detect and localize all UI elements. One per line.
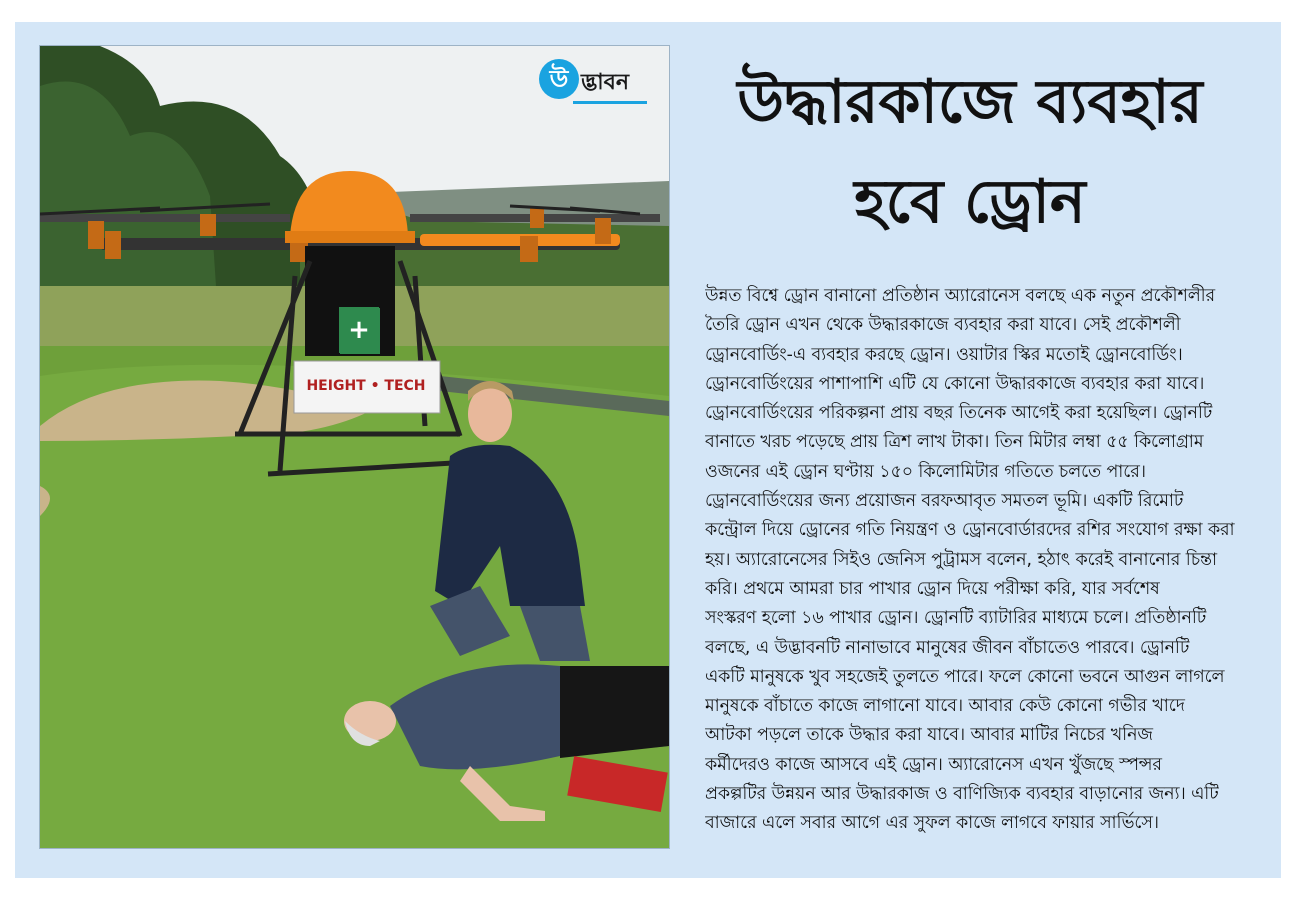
article-line: একটি মানুষকে খুব সহজেই তুলতে পারে। ফলে কোনো ভবনে আগুন লাগলে	[705, 666, 1225, 687]
article-line: হয়। অ্যারোনেসের সিইও জেনিস পুট্রামস বলেন, হঠাৎ করেই বানানোর চিন্তা	[705, 549, 1217, 570]
logo-text: দ্ভাবন	[581, 70, 629, 95]
udvabon-logo	[537, 57, 649, 107]
article-body	[705, 282, 1265, 839]
sign-text: HEIGHT • TECH	[306, 378, 426, 394]
article-line: ড্রোনবোর্ডিংয়ের জন্য প্রয়োজন বরফআবৃত সমতল ভূমি। একটি রিমোট	[705, 491, 1184, 512]
headline-line-2: হবে ড্রোন	[854, 167, 1086, 237]
article-line: ওজনের এই ড্রোন ঘণ্টায় ১৫০ কিলোমিটার গতিতে চলতে পারে।	[705, 461, 1146, 482]
aed-heart-icon: +	[348, 315, 370, 345]
article-line: ড্রোনবোর্ডিংয়ের পরিকল্পনা প্রায় বছর তিনেক আগেই করা হয়েছিল। ড্রোনটি	[705, 403, 1213, 424]
article-line: করি। প্রথমে আমরা চার পাখার ড্রোন দিয়ে পরীক্ষা করি, যার সর্বশেষ	[705, 578, 1160, 599]
article-line: কর্মীদেরও কাজে আসবে এই ড্রোন। অ্যারোনেস এখন খুঁজছে স্পন্সর	[705, 754, 1162, 775]
article-line: সংস্করণ হলো ১৬ পাখার ড্রোন। ড্রোনটি ব্যাটারির মাধ্যমে চলে। প্রতিষ্ঠানটি	[705, 608, 1207, 629]
aed-badge	[339, 307, 379, 353]
article-line: উন্নত বিশ্বে ড্রোন বানানো প্রতিষ্ঠান অ্যারোনেস বলছে এক নতুন প্রকৌশলীর	[705, 286, 1216, 306]
article-line: ড্রোনবোর্ডিং-এ ব্যবহার করছে ড্রোন। ওয়াটার স্কির মতোই ড্রোনবোর্ডিং।	[705, 344, 1183, 365]
article-photo	[39, 45, 670, 849]
article-line: আটকা পড়লে তাকে উদ্ধার করা যাবে। আবার মাটির নিচের খনিজ	[705, 725, 1153, 746]
headline	[690, 52, 1250, 252]
article-line: ড্রোনবোর্ডিংয়ের পাশাপাশি এটি যে কোনো উদ্ধারকাজে ব্যবহার করা যাবে।	[705, 373, 1205, 394]
article-line: বানাতে খরচ পড়েছে প্রায় ত্রিশ লাখ টাকা। তিন মিটার লম্বা ৫৫ কিলোগ্রাম	[705, 432, 1204, 453]
article-line: প্রকল্পটির উন্নয়ন আর উদ্ধারকাজ ও বাণিজ্যিক ব্যবহার বাড়ানোর জন্য। এটি	[705, 784, 1219, 805]
article-line: বলছে, এ উদ্ভাবনটি নানাভাবে মানুষের জীবন বাঁচাতেও পারবে। ড্রোনটি	[705, 637, 1190, 658]
logo-underline	[573, 101, 647, 104]
article-line: মানুষকে বাঁচাতে কাজে লাগানো যাবে। আবার কেউ কোনো গভীর খাদে	[705, 696, 1185, 717]
logo-initial: উ	[539, 59, 579, 99]
article-line: তৈরি ড্রোন এখন থেকে উদ্ধারকাজে ব্যবহার করা যাবে। সেই প্রকৌশলী	[705, 315, 1181, 336]
article-line: কন্ট্রোল দিয়ে ড্রোনের গতি নিয়ন্ত্রণ ও ড্রোনবোর্ডারদের রশির সংযোগ রক্ষা করা	[705, 520, 1235, 541]
article-line: বাজারে এলে সবার আগে এর সুফল কাজে লাগবে ফায়ার সার্ভিসে।	[705, 813, 1159, 834]
headline-line-1: উদ্ধারকাজে ব্যবহার	[737, 67, 1203, 137]
drone-sign	[293, 360, 439, 412]
